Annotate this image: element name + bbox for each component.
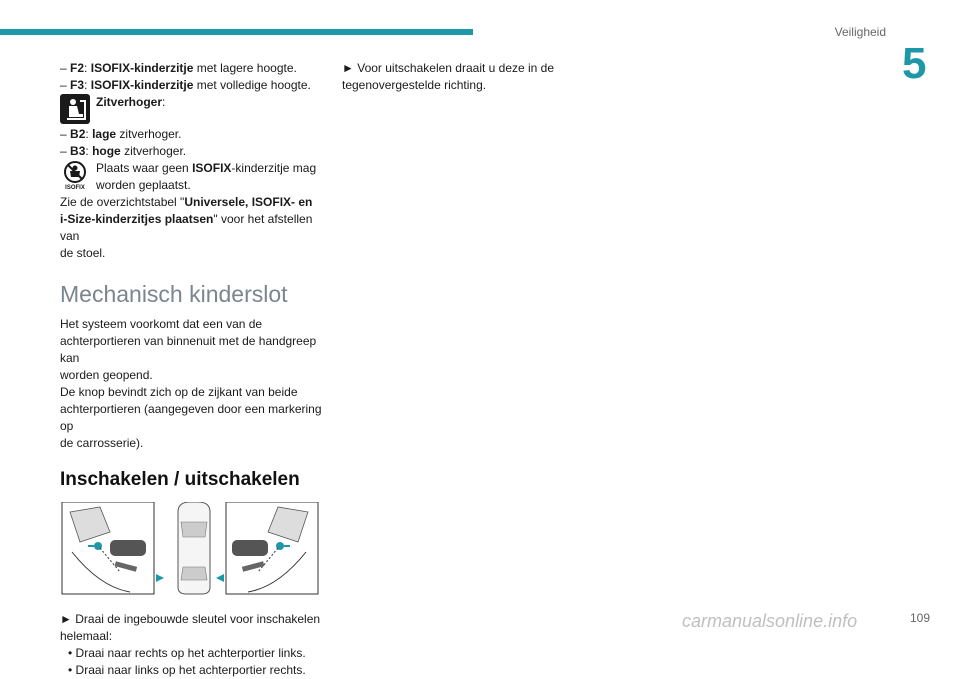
bullet-item-2: • Draai naar links op het achterportier rechts.: [68, 663, 306, 677]
section-title: Veiligheid: [834, 25, 886, 39]
child-lock-illustration: [60, 502, 320, 597]
isofix-icon-label: ISOFIX: [65, 185, 85, 190]
no-isofix-row: ISOFIX Plaats waar geen ISOFIX-kinderzitje mag worden geplaatst.: [60, 160, 325, 194]
reference-text: Zie de overzichtstabel "Universele, ISOFIX- en i-Size-kinderzitjes plaatsen" voor het afstellen van de stoel.: [60, 195, 313, 260]
right-column: [342, 60, 572, 94]
step-arrow-icon: ►: [60, 612, 72, 626]
mech-paragraph-1: Het systeem voorkomt dat een van de achterportieren van binnenuit met de handgreep kan worden geopend.: [60, 317, 317, 382]
list-item-b2: – B2: lage zitverhoger.: [60, 127, 182, 141]
header-accent-bar: [0, 29, 473, 35]
step-1: ► Draai de ingebouwde sleutel voor inschakelen helemaal:: [60, 612, 321, 643]
bullet-item-1: • Draai naar rechts op het achterportier links.: [68, 646, 306, 660]
no-isofix-icon: [60, 160, 90, 190]
watermark: carmanualsonline.info: [682, 611, 858, 631]
step-disable: ► Voor uitschakelen draait u deze in de tegenovergestelde richting.: [342, 61, 555, 92]
chapter-number: 5: [902, 39, 927, 88]
list-item-b3: – B3: hoge zitverhoger.: [60, 144, 187, 158]
booster-seat-icon: [60, 94, 90, 124]
step-arrow-icon: ►: [342, 61, 354, 75]
heading-mechanisch-kinderslot: Mechanisch kinderslot: [60, 281, 288, 307]
heading-inschakelen: Inschakelen / uitschakelen: [60, 469, 300, 490]
page-number: 109: [909, 611, 930, 625]
list-item-f3: – F3: ISOFIX-kinderzitje met volledige hoogte.: [60, 78, 311, 92]
mech-paragraph-2: De knop bevindt zich op de zijkant van beide achterportieren (aangegeven door een markering op de carrosserie).: [60, 385, 322, 450]
booster-row: Zitverhoger:: [60, 94, 325, 126]
left-column: [60, 60, 325, 679]
list-item-f2: – F2: ISOFIX-kinderzitje met lagere hoogte.: [60, 61, 297, 75]
